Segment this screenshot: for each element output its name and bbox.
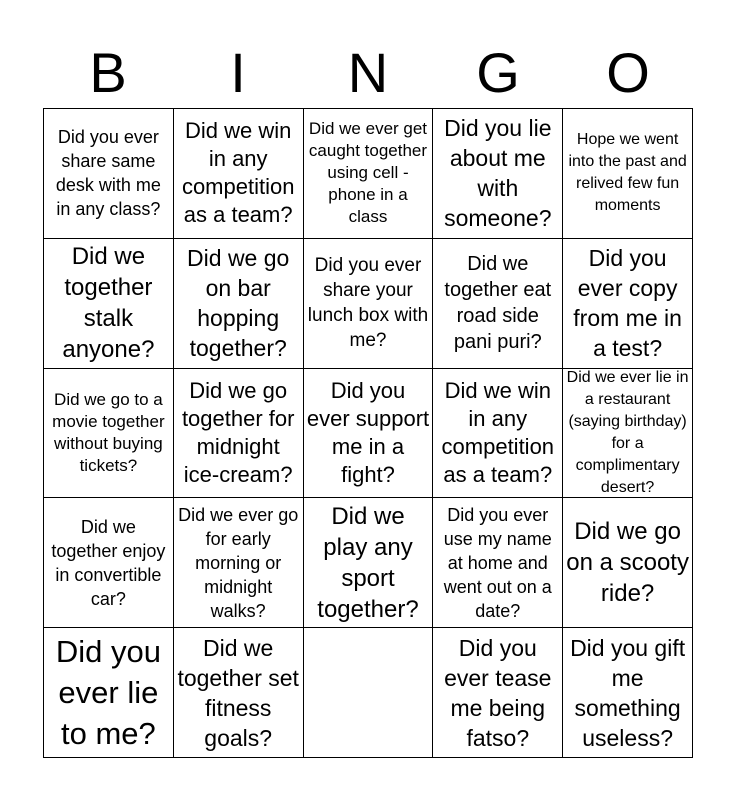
cell-text: Did we ever lie in a restaurant (saying birthday) for a complimentary desert? — [566, 369, 689, 496]
cell-text: Did we go on a scooty ride? — [566, 518, 689, 608]
cell-text: Did you lie about me with someone? — [444, 115, 552, 232]
bingo-cell-3-3[interactable] — [304, 369, 434, 499]
bingo-cell-3-2[interactable] — [174, 369, 304, 499]
cell-text: Did we go together for midnight ice-cream? — [181, 377, 295, 487]
bingo-cell-3-5[interactable] — [563, 369, 693, 499]
cell-text: Did you gift me something useless? — [570, 634, 686, 751]
cell-text: Did we win in any competition as a team? — [441, 377, 555, 487]
header-letter-g: G — [476, 41, 520, 104]
bingo-cell-2-3[interactable] — [304, 239, 434, 369]
header-letter-b: B — [89, 41, 127, 104]
cell-text: Did you ever share same desk with me in any class? — [55, 127, 161, 220]
cell-text: Did we win in any competition as a team? — [181, 118, 295, 228]
bingo-cell-4-3[interactable] — [304, 498, 434, 628]
cell-text: Did we go on bar hopping together? — [187, 245, 290, 362]
cell-text: Did we together stalk anyone? — [62, 243, 155, 364]
bingo-board — [43, 108, 693, 758]
bingo-cell-4-4[interactable] — [433, 498, 563, 628]
cell-text: Did you ever tease me being fatso? — [444, 634, 552, 751]
bingo-cell-2-4[interactable] — [433, 239, 563, 369]
bingo-cell-2-2[interactable] — [174, 239, 304, 369]
cell-text: Did we ever go for early morning or midnight walks? — [178, 504, 299, 621]
cell-text: Hope we went into the past and relived few fun moments — [568, 131, 687, 215]
bingo-cell-3-4[interactable] — [433, 369, 563, 499]
cell-text: Did you ever use my name at home and went out on a date? — [443, 504, 552, 621]
cell-text: Did we ever get caught together using cell -phone in a class — [308, 119, 428, 227]
bingo-cell-1-2[interactable] — [174, 109, 304, 239]
header-letter-n: N — [347, 41, 389, 104]
cell-text: Did you ever copy from me in a test? — [573, 245, 682, 362]
bingo-cell-5-5[interactable] — [563, 628, 693, 758]
header-letter-i: I — [230, 41, 246, 104]
bingo-cell-2-1[interactable] — [44, 239, 174, 369]
bingo-cell-1-4[interactable] — [433, 109, 563, 239]
bingo-cell-1-1[interactable] — [44, 109, 174, 239]
cell-text: Did we play any sport together? — [317, 502, 419, 623]
bingo-cell-1-5[interactable] — [563, 109, 693, 239]
cell-text: Did you ever support me in a fight? — [306, 377, 430, 487]
cell-text: Did we go to a movie together without buying tickets? — [52, 389, 165, 475]
bingo-cell-1-3[interactable] — [304, 109, 434, 239]
header-letter-o: O — [606, 41, 650, 104]
bingo-cell-5-2[interactable] — [174, 628, 304, 758]
cell-text: Did you ever share your lunch box with me? — [307, 255, 429, 352]
bingo-cell-free[interactable] — [304, 628, 434, 758]
bingo-cell-2-5[interactable] — [563, 239, 693, 369]
bingo-cell-4-1[interactable] — [44, 498, 174, 628]
bingo-cell-3-1[interactable] — [44, 369, 174, 499]
cell-text: Did you ever lie to me? — [55, 634, 161, 752]
bingo-header — [43, 40, 693, 106]
bingo-cell-4-2[interactable] — [174, 498, 304, 628]
bingo-cell-5-4[interactable] — [433, 628, 563, 758]
bingo-cell-4-5[interactable] — [563, 498, 693, 628]
cell-text: Did we together enjoy in convertible car? — [51, 516, 166, 609]
cell-text: Did we together set fitness goals? — [177, 634, 299, 751]
bingo-cell-5-1[interactable] — [44, 628, 174, 758]
cell-text: Did we together eat road side pani puri? — [444, 253, 552, 354]
